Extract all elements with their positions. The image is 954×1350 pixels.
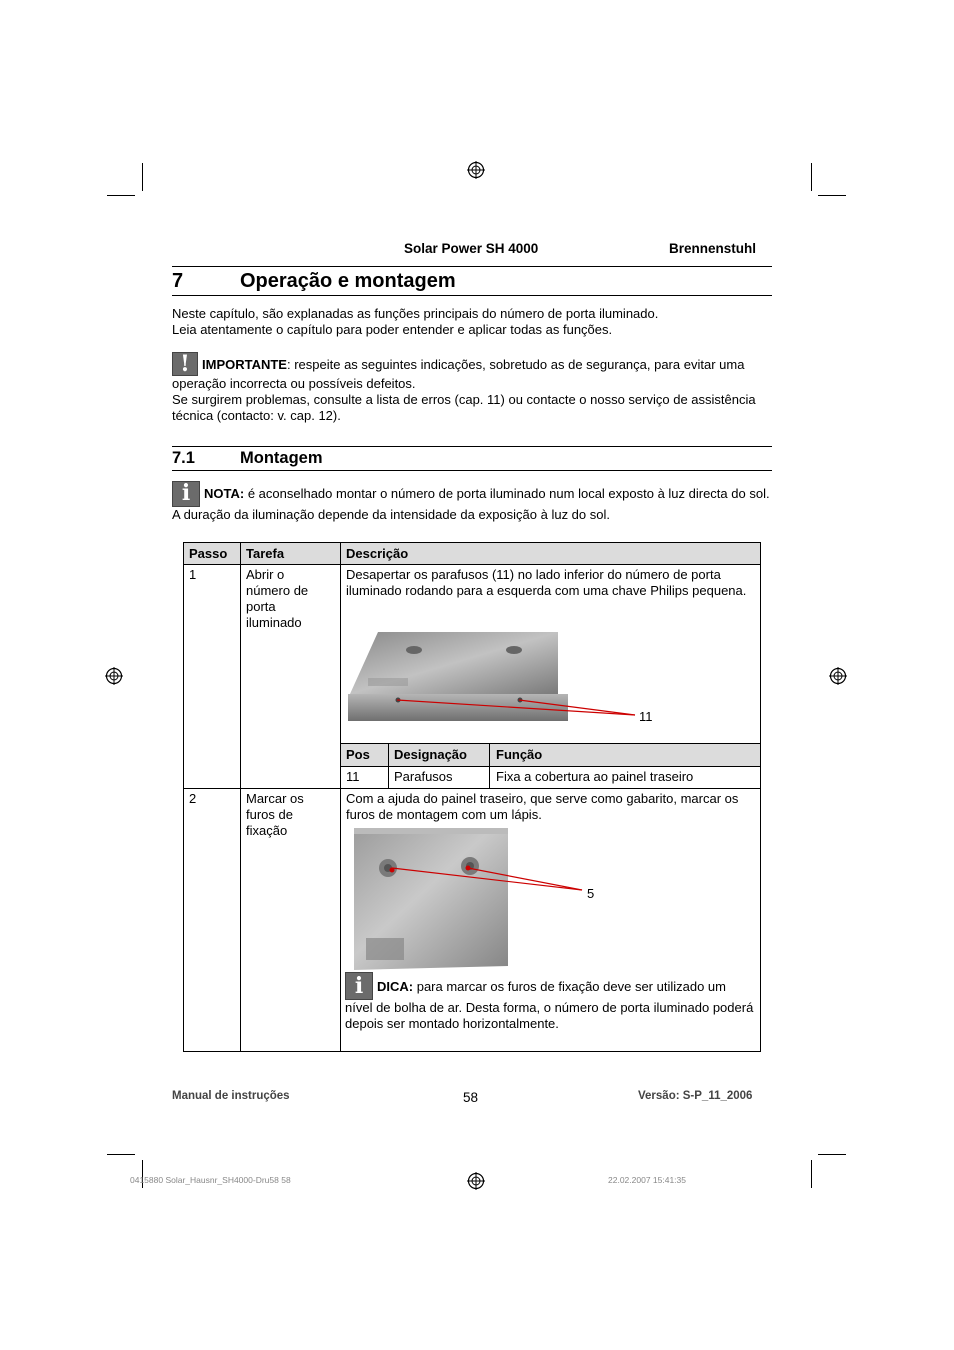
header-product: Solar Power SH 4000 [404,241,539,256]
sub-cell-function: Fixa a cobertura ao painel traseiro [496,769,694,784]
row1-description: Desapertar os parafusos (11) no lado inferior do número de porta iluminado rodando para a esquerda com uma chave Philips pequena. [346,567,747,598]
table-border [183,542,184,1052]
row1-task: Abrir o número de porta iluminado [246,567,309,630]
section-heading [172,449,772,468]
crop-mark [142,163,143,191]
crop-mark [818,195,846,196]
crop-mark [107,1154,135,1155]
registration-mark-icon [829,667,847,685]
row1-step: 1 [189,567,197,582]
back-panel-photo [352,826,510,970]
important-text-2: Se surgirem problemas, consulte a lista de erros (cap. 11) ou contacte o nosso serviço de assistência técnica (contacto: v. cap. 12). [172,392,756,423]
crop-mark [107,195,135,196]
info-icon: i [172,481,200,507]
row2-task: Marcar os furos de fixação [246,791,304,838]
callout-lines [388,862,588,898]
crop-mark [818,1154,846,1155]
chapter-title: Operação e montagem [240,270,456,292]
callout-lines [395,695,640,725]
section-title: Montagem [240,449,323,467]
registration-mark-icon [467,1172,485,1190]
table-border [760,542,761,1052]
tip [345,972,757,1032]
th-step: Passo [189,546,228,561]
print-slug-file: 0415880 Solar_Hausnr_SH4000-Dru58 58 [130,1175,291,1185]
th-description: Descrição [346,546,409,561]
chapter-rule [172,295,772,296]
callout-11: 11 [639,709,653,724]
tip-text: para marcar os furos de fixação deve ser utilizado um nível de bolha de ar. Desta forma, o número de porta iluminado poderá depois ser montado horizontalmente. [345,979,754,1031]
registration-mark-icon [105,667,123,685]
note-label: NOTA: [204,486,245,501]
subtable-border [489,743,490,789]
header-brand: Brennenstuhl [669,241,757,256]
sub-th-pos: Pos [346,747,370,762]
header-rule [172,266,772,267]
page-number: 58 [463,1090,479,1105]
sub-cell-pos: 11 [346,769,360,784]
callout-5: 5 [587,886,595,901]
note [172,481,772,523]
table-border [183,542,761,543]
note-text: é aconselhado montar o número de porta iluminado num local exposto à luz directa do sol. A duração da iluminação depende da intensidade da exposição à luz do sol. [172,486,770,522]
subtable-border [340,743,761,744]
sub-cell-name: Parafusos [394,769,453,784]
footer-manual: Manual de instruções [172,1090,290,1102]
intro-line: Leia atentamente o capítulo para poder entender e aplicar todas as funções. [172,322,613,337]
sub-th-function: Função [496,747,543,762]
tip-label: DICA: [377,979,414,994]
th-task: Tarefa [246,546,285,561]
chapter-heading [172,270,772,293]
important-notice [172,352,772,424]
section-rule-bottom [172,470,772,471]
exclamation-icon: ! [172,352,198,376]
print-slug-date: 22.02.2007 15:41:35 [608,1175,686,1185]
sub-th-name: Designação [394,747,467,762]
table-border [183,788,761,789]
chapter-number: 7 [172,270,184,292]
row2-step: 2 [189,791,197,806]
subtable-border [340,766,761,767]
section-rule-top [172,446,772,447]
table-border [340,542,341,1052]
footer-version: Versão: S-P_11_2006 [638,1090,753,1102]
chapter-intro [172,306,772,338]
important-text: : respeite as seguintes indicações, sobretudo as de segurança, para evitar uma operação incorrecta ou possíveis defeitos. [172,357,745,391]
table-border [183,1051,761,1052]
info-icon: i [345,972,373,1000]
registration-mark-icon [467,161,485,179]
crop-mark [811,163,812,191]
intro-line: Neste capítulo, são explanadas as funções principais do número de porta iluminado. [172,306,659,321]
important-label: IMPORTANTE [202,357,287,372]
table-border [240,542,241,1052]
row2-description: Com a ajuda do painel traseiro, que serve como gabarito, marcar os furos de montagem com um lápis. [346,791,739,822]
subtable-border [388,743,389,789]
section-number: 7.1 [172,449,195,467]
table-border [183,564,761,565]
crop-mark [811,1160,812,1188]
